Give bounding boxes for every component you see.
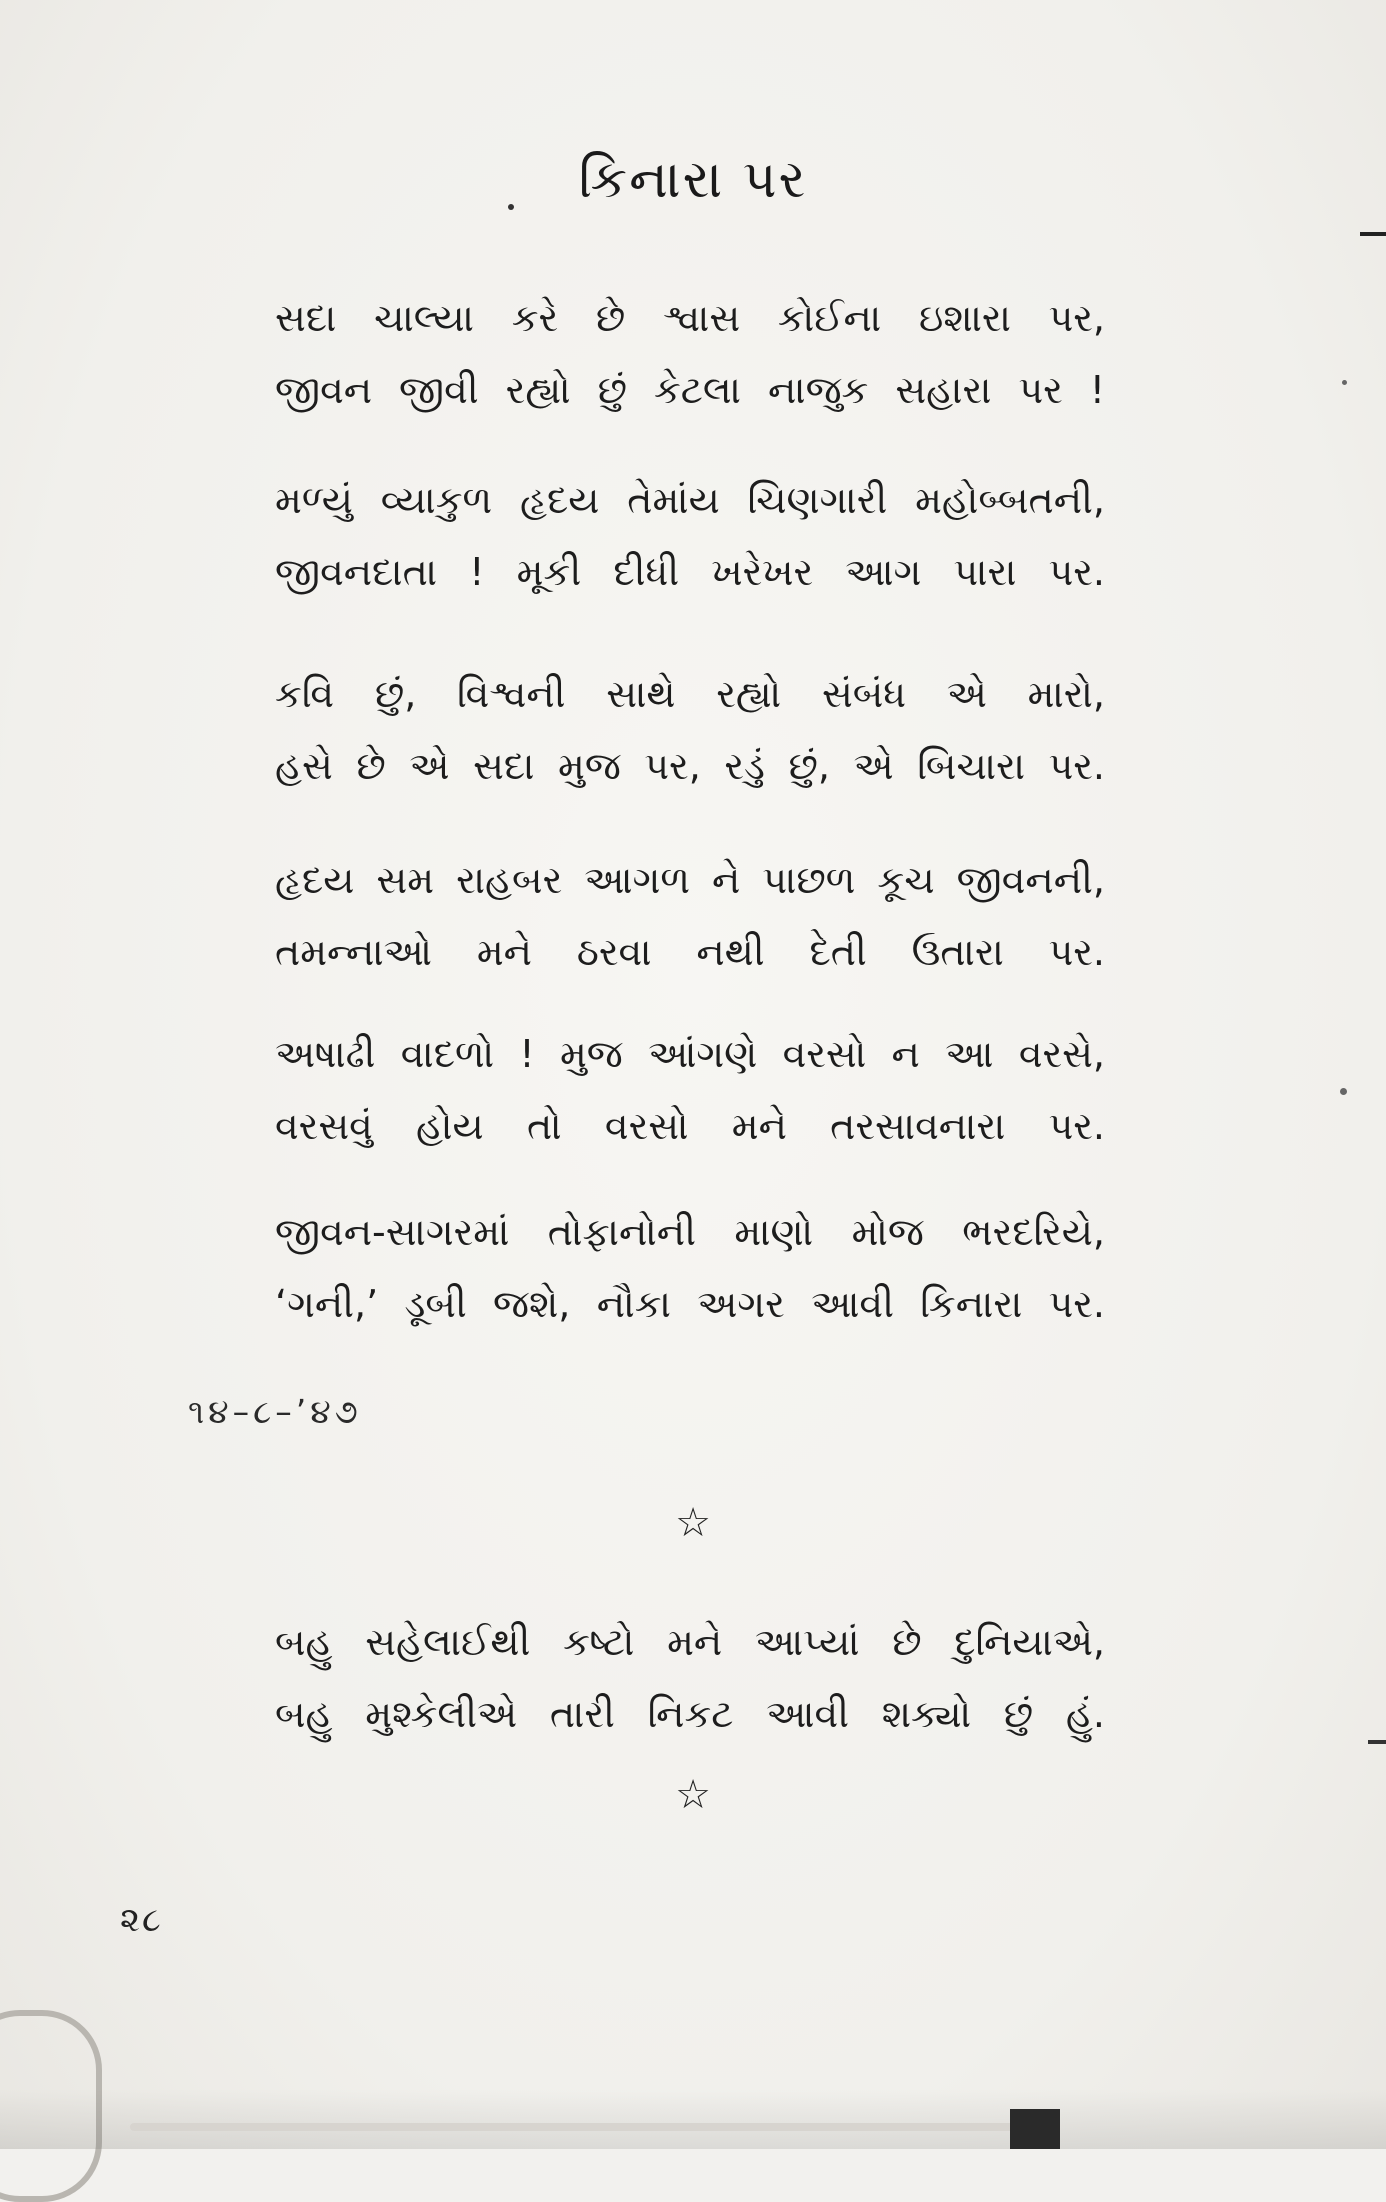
stanza bbox=[275, 282, 1105, 426]
verse-line: અષાઢી વાદળો ! મુજ આંગણે વરસો ન આ વરસે, bbox=[275, 1032, 1105, 1076]
page-bottom-edge bbox=[130, 2123, 1050, 2131]
stanza bbox=[275, 844, 1105, 988]
ink-blot bbox=[1010, 2109, 1060, 2149]
stanza bbox=[275, 1196, 1105, 1340]
stanza bbox=[275, 464, 1105, 608]
verse-line: જીવનદાતા ! મૂકી દીધી ખરેખર આગ પારા પર. bbox=[275, 550, 1105, 594]
poem-title: કિનારા પર bbox=[578, 150, 808, 210]
couplet bbox=[275, 1606, 1105, 1750]
page-edge-mark bbox=[1360, 232, 1386, 236]
verse-line: વરસવું હોય તો વરસો મને તરસાવનારા પર. bbox=[275, 1104, 1105, 1148]
verse-line: સદા ચાલ્યા કરે છે શ્વાસ કોઈના ઇશારા પર, bbox=[275, 296, 1105, 340]
verse-line: બહુ સહેલાઈથી કષ્ટો મને આપ્યાં છે દુનિયાએ, bbox=[275, 1620, 1105, 1664]
verse-line: તમન્નાઓ મને ઠરવા નથી દેતી ઉતારા પર. bbox=[275, 930, 1105, 974]
poem-date: ૧૪–૮–’૪૭ bbox=[188, 1392, 362, 1431]
verse-line: જીવન જીવી રહ્યો છું કેટલા નાજુક સહારા પર ! bbox=[275, 368, 1105, 412]
page-number: ૨૮ bbox=[120, 1900, 163, 1940]
verse-line: ‘ગની,’ ડૂબી જશે, નૌકા અગર આવી કિનારા પર. bbox=[275, 1282, 1105, 1326]
verse-line: હૃદય સમ રાહબર આગળ ને પાછળ કૂચ જીવનની, bbox=[275, 858, 1105, 902]
verse-line: બહુ મુશ્કેલીએ તારી નિકટ આવી શક્યો છું હું. bbox=[275, 1692, 1105, 1736]
paper-speck bbox=[1342, 380, 1347, 385]
verse-line: જીવન-સાગરમાં તોફાનોની માણો મોજ ભરદરિયે, bbox=[275, 1210, 1105, 1254]
page-bottom-shadow bbox=[0, 2089, 1386, 2149]
paper-speck bbox=[1340, 1088, 1347, 1095]
star-separator-icon: ☆ bbox=[675, 1772, 711, 1818]
verse-line: મળ્યું વ્યાકુળ હૃદય તેમાંય ચિણગારી મહોબ્બતની, bbox=[275, 478, 1105, 522]
star-separator-icon: ☆ bbox=[675, 1500, 711, 1546]
stanza bbox=[275, 658, 1105, 802]
stanza bbox=[275, 1018, 1105, 1162]
verse-line: હસે છે એ સદા મુજ પર, રડું છું, એ બિચારા પર. bbox=[275, 744, 1105, 788]
page-edge-mark bbox=[1368, 1740, 1386, 1744]
verse-line: કવિ છું, વિશ્વની સાથે રહ્યો સંબંધ એ મારો, bbox=[275, 672, 1105, 716]
